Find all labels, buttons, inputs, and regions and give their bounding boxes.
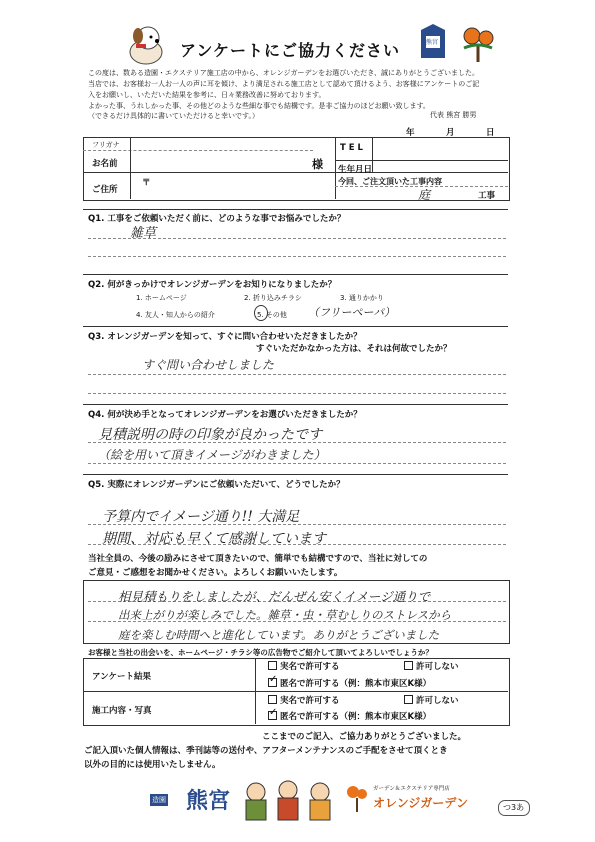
comments-intro-line-1: 当社全員の、今後の励みにさせて頂きたいので、簡単でも結構ですので、当社に対しての: [88, 554, 428, 564]
date-month-label: 月: [446, 128, 455, 138]
q5-answer-line-1[interactable]: 予算内でイメージ通り!! 大満足: [102, 509, 300, 525]
intro-line-4: よかった事、うれしかった事、その他どのような些細な事でも結構です。是非ご協力のほどお願い致します。: [88, 102, 430, 110]
q4-answer-line-2[interactable]: （絵を用いて頂きイメージがわきました）: [98, 448, 326, 462]
intro-line-5: （できるだけ具体的に書いていただけると幸いです。）: [88, 112, 259, 120]
comments-answer-line-3[interactable]: 庭を楽しむ時間へと進化しています。ありがとうございました: [118, 628, 440, 642]
work-label: 今回、ご注文頂いた工事内容: [338, 177, 442, 186]
kumamiya-logo: 造園 熊宮: [152, 788, 231, 814]
name-field[interactable]: [132, 151, 322, 171]
q2-other-answer[interactable]: （フリーペーパ）: [308, 306, 396, 319]
privacy-line-1: ご記入頂いた個人情報は、季刊誌等の送付や、アフターメンテナンスのご手配をさせて頂くとき: [84, 746, 448, 756]
address-value[interactable]: 〒: [142, 178, 151, 188]
dog-mascot-illustration: [122, 22, 170, 66]
survey-anonymous-checkbox[interactable]: [268, 674, 278, 687]
photo-deny-checkbox[interactable]: [404, 695, 413, 704]
kumamiya-badge-illustration: 熊宮: [418, 22, 448, 62]
page-mark: つ3あ: [498, 800, 530, 816]
survey-realname-label: 実名で許可する: [280, 662, 340, 672]
photo-realname-checkbox[interactable]: [268, 695, 277, 704]
work-suffix: 工事: [478, 191, 496, 201]
intro-line-3: 入をお願いし、いただいた結果を参考に、日々業務改善に努めております。: [88, 91, 326, 99]
survey-deny-label: 許可しない: [416, 662, 459, 672]
q2-option-homepage[interactable]: 1. ホームページ: [136, 294, 187, 302]
staff-characters-illustration: [238, 778, 338, 822]
q5-answer-line-2[interactable]: 期間、対応も早くて感謝しています: [102, 531, 326, 547]
q2-label: Q2. 何がきっかけでオレンジガーデンをお知りになりましたか？: [88, 280, 337, 290]
intro-line-2: 当店では、お客様お一人お一人の声に耳を傾け、より満足される施工店として認めて頂けるよう、お客様にアンケートのご記: [88, 80, 480, 88]
permission-row-photo-label: 施工内容・写真: [92, 706, 152, 716]
intro-line-1: この度は、数ある造園・エクステリア施工店の中から、オレンジガーデンをお選びいただき、誠にありがとうございました。: [88, 69, 480, 77]
q5-label: Q5. 実際にオレンジガーデンにご依頼いただいて、どうでしたか？: [88, 480, 345, 490]
comments-intro-line-2: ご意見・ご感想をお聞かせください。よろしくお願いいたします。: [88, 568, 343, 578]
survey-title: アンケートにご協力ください: [180, 41, 401, 60]
q4-answer-line-1[interactable]: 見積説明の時の印象が良かったです: [98, 427, 322, 443]
checkmark-icon: ✓: [269, 707, 278, 718]
q2-option-referral[interactable]: 4. 友人・知人からの紹介: [136, 311, 215, 319]
address-label: ご住所: [92, 185, 118, 195]
permission-row-survey-label: アンケート結果: [92, 672, 151, 682]
q2-option-passing[interactable]: 3. 通りかかり: [340, 294, 384, 302]
survey-realname-checkbox[interactable]: [268, 661, 277, 670]
photo-anonymous-checkbox[interactable]: [268, 707, 278, 720]
q1-label: Q1. 工事をご依頼いただく前に、どのような事でお悩みでしたか？: [88, 214, 346, 224]
q1-answer[interactable]: 雑草: [130, 226, 157, 241]
q3-sub: すぐいただかなかった方は、それは何故でしたか？: [256, 344, 452, 354]
signature: 代表 熊宮 勝男: [430, 111, 477, 119]
photo-realname-label: 実名で許可する: [280, 696, 340, 706]
q2-option-flyer[interactable]: 2. 折り込みチラシ: [244, 294, 302, 302]
date-day-label: 日: [486, 128, 495, 138]
comments-answer-line-1[interactable]: 相見積もりをしましたが、だんぜん安くイメージ通りで: [118, 589, 431, 604]
tel-field[interactable]: [374, 139, 506, 159]
orange-garden-logo: ガーデン＆エクステリア専門店 オレンジガーデン: [345, 784, 475, 818]
date-year-label: 年: [406, 128, 415, 138]
name-label: お名前: [92, 159, 118, 169]
q3-label: Q3. オレンジガーデンを知って、すぐに問い合わせいただきましたか？: [88, 332, 362, 342]
work-value[interactable]: 庭: [418, 188, 431, 202]
photo-deny-label: 許可しない: [416, 696, 459, 706]
survey-deny-checkbox[interactable]: [404, 661, 413, 670]
furigana-label: フリガナ: [92, 141, 120, 149]
orange-tree-illustration: [458, 24, 498, 64]
tel-label: T E L: [340, 143, 363, 153]
q3-answer[interactable]: すぐ問い合わせしました: [142, 358, 275, 372]
name-suffix: 様: [312, 158, 323, 171]
comments-answer-line-2[interactable]: 出来上がりが楽しみでした。雑草・虫・草むしりのストレスから: [118, 608, 452, 622]
survey-anonymous-label: 匿名で許可する（例：熊本市東区K様）: [280, 679, 432, 689]
checkmark-icon: ✓: [269, 674, 278, 685]
q4-label: Q4. 何が決め手となってオレンジガーデンをお選びいただきましたか？: [88, 410, 362, 420]
birthdate-label: 生年月日: [338, 165, 373, 175]
photo-anonymous-label: 匿名で許可する（例：熊本市東区K様）: [280, 712, 432, 722]
privacy-line-2: 以外の目的には使用いたしません。: [84, 760, 221, 770]
q2-option-other[interactable]: 5. その他: [257, 311, 287, 319]
thanks-text: ここまでのご記入、ご協力ありがとうございました。: [262, 732, 467, 742]
permission-intro: お客様と当社の出会いを、ホームページ・チラシ等の広告物でご紹介して頂いてよろしいでしょうか？: [88, 648, 433, 657]
